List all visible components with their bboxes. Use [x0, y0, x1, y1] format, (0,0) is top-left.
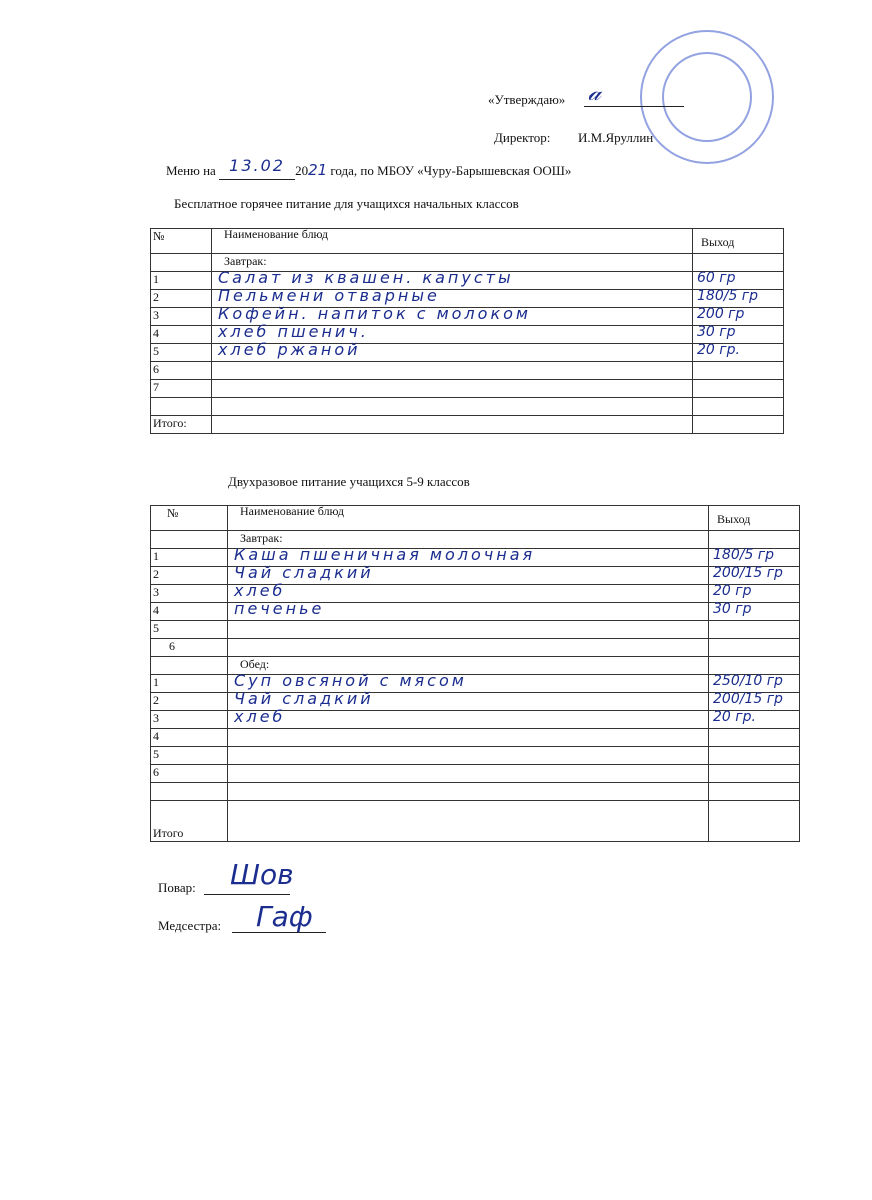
dish-qty: 200/15 гр	[713, 691, 783, 707]
table-row: 5	[151, 747, 800, 765]
breakfast-label: Завтрак:	[240, 531, 283, 545]
col-name-header: Наименование блюд	[228, 506, 709, 531]
dish-name: Чай сладкий	[234, 563, 374, 582]
lunch-label: Обед:	[240, 657, 270, 671]
nurse-signature: Гаф	[256, 900, 313, 933]
dish-qty: 60 гр	[697, 270, 736, 286]
table-header-row	[151, 229, 784, 254]
menu-suffix: года, по МБОУ «Чуру-Барышевская ООШ»	[330, 163, 572, 178]
dish-name: печенье	[234, 599, 325, 618]
year-suffix: 21	[308, 161, 328, 179]
table-row: 7	[151, 380, 784, 398]
table-row: 3 хлеб 20 гр	[151, 585, 800, 603]
table-row: 4 печенье 30 гр	[151, 603, 800, 621]
nurse-label: Медсестра:	[158, 918, 222, 933]
director-label: Директор:	[494, 130, 551, 145]
table-row: 2 Чай сладкий 200/15 гр	[151, 567, 800, 585]
section2-title: Двухразовое питание учащихся 5-9 классов	[228, 474, 470, 489]
section1-title: Бесплатное горячее питание для учащихся начальных классов	[174, 196, 519, 211]
col-out-header: Выход	[693, 229, 784, 254]
year-prefix: 20	[295, 163, 309, 178]
table-row	[151, 398, 784, 416]
menu-prefix: Меню на	[166, 163, 216, 178]
official-stamp-inner-ring	[662, 52, 752, 142]
table-row: 4 хлеб пшенич. 30 гр	[151, 326, 784, 344]
table-row: 3 Кофейн. напиток с молоком 200 гр	[151, 308, 784, 326]
table-row: 6	[151, 639, 800, 657]
breakfast-label: Завтрак:	[224, 254, 267, 268]
total-row	[151, 416, 784, 434]
dish-name: хлеб ржаной	[218, 340, 361, 359]
approve-label: «Утверждаю»	[488, 92, 566, 107]
dish-name: хлеб пшенич.	[218, 322, 369, 341]
dish-name: хлеб	[234, 707, 286, 726]
table-row: 2 Чай сладкий 200/15 гр	[151, 693, 800, 711]
table-row: 1 Каша пшеничная молочная 180/5 гр	[151, 549, 800, 567]
col-name-header: Наименование блюд	[212, 229, 693, 254]
col-out-header: Выход	[709, 506, 800, 531]
table-row: 4	[151, 729, 800, 747]
dish-qty: 30 гр	[713, 601, 752, 617]
dish-qty: 20 гр.	[697, 342, 740, 358]
dish-name: Пельмени отварные	[218, 286, 440, 305]
dish-qty: 20 гр.	[713, 709, 756, 725]
dish-name: Салат из квашен. капусты	[218, 268, 514, 287]
table-row: 3 хлеб 20 гр.	[151, 711, 800, 729]
total-label: Итого:	[151, 416, 212, 434]
table-row: 6	[151, 765, 800, 783]
dish-name: Кофейн. напиток с молоком	[218, 304, 531, 323]
cook-label: Повар:	[158, 880, 196, 895]
dish-name: Суп овсяной с мясом	[234, 671, 467, 690]
dish-name: Каша пшеничная молочная	[234, 545, 536, 564]
dish-qty: 20 гр	[713, 583, 752, 599]
table-row: 6	[151, 362, 784, 380]
dish-qty: 30 гр	[697, 324, 736, 340]
col-num-header: №	[151, 229, 212, 254]
table-row: 1 Салат из квашен. капусты 60 гр	[151, 272, 784, 290]
menu-date: 13.02	[229, 156, 285, 175]
dish-name: хлеб	[234, 581, 286, 600]
total-row	[151, 801, 800, 842]
col-num-header: №	[151, 506, 228, 531]
dish-qty: 180/5 гр	[697, 288, 759, 304]
director-signature-line	[584, 106, 684, 107]
cook-signature: Шов	[230, 858, 294, 891]
dish-qty: 200/15 гр	[713, 565, 783, 581]
director-signature: 𝒶	[588, 78, 602, 106]
table-row: 5 хлеб ржаной 20 гр.	[151, 344, 784, 362]
director-name: И.М.Яруллин	[578, 130, 654, 145]
section1-table	[150, 228, 784, 434]
cook-signature-line	[204, 894, 290, 895]
dish-qty: 180/5 гр	[713, 547, 775, 563]
table-row: 5	[151, 621, 800, 639]
total-label: Итого	[151, 801, 228, 842]
dish-name: Чай сладкий	[234, 689, 374, 708]
table-row: 1 Суп овсяной с мясом 250/10 гр	[151, 675, 800, 693]
table-row: 2 Пельмени отварные 180/5 гр	[151, 290, 784, 308]
table-header-row	[151, 506, 800, 531]
table-row	[151, 783, 800, 801]
section2-table	[150, 505, 800, 842]
dish-qty: 250/10 гр	[713, 673, 783, 689]
dish-qty: 200 гр	[697, 306, 745, 322]
menu-title-line	[166, 156, 572, 180]
